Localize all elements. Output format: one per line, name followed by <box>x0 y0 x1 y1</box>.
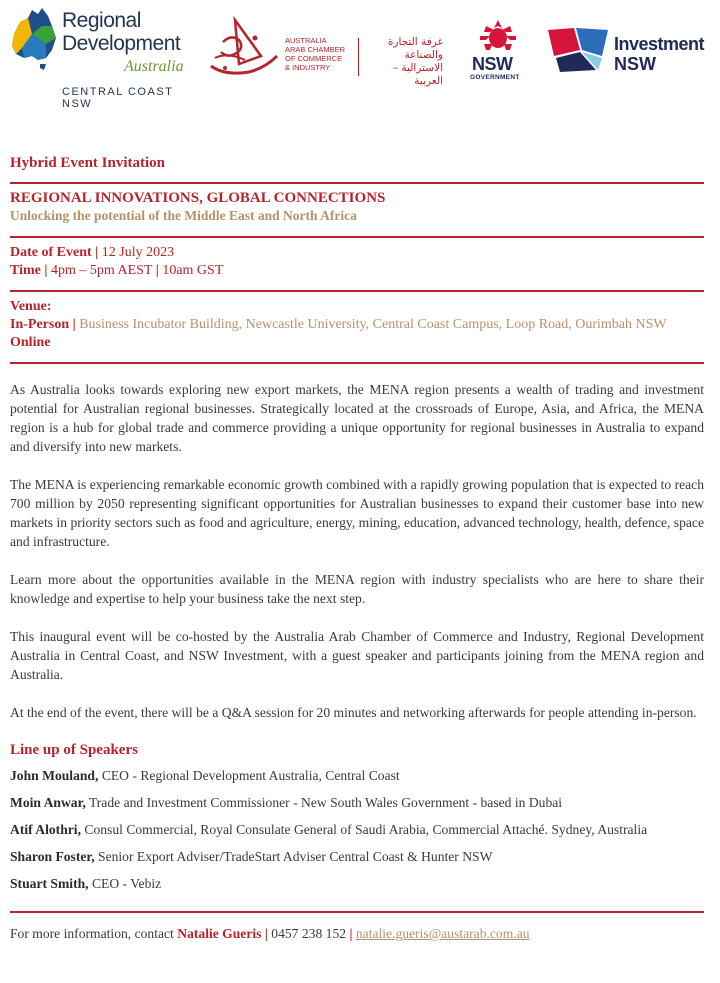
speaker-item <box>10 875 704 893</box>
divider <box>10 236 704 238</box>
aacci-ar-line: غرفة التجارة <box>387 36 443 48</box>
separator: | <box>349 926 353 941</box>
date-value: 12 July 2023 <box>101 245 175 260</box>
speaker-role: Trade and Investment Commissioner - New South Wales Government - based in Dubai <box>88 795 563 810</box>
separator: | <box>264 926 268 941</box>
time-value-aest: 4pm – 5pm AEST <box>50 263 153 278</box>
speaker-name: Moin Anwar, <box>10 795 86 810</box>
speaker-role: CEO - Vebiz <box>91 876 162 891</box>
investment-nsw-logo <box>546 26 716 76</box>
time-value-gst: 10am GST <box>162 263 224 278</box>
paragraph: This inaugural event will be co-hosted by the Australia Arab Chamber of Commerce and Industry, Regional Development Australia in Central Coast, and NSW Investment, with a guest speaker and participants joining from the MENA region and Australia. <box>10 629 704 682</box>
aacci-en-line: ARAB CHAMBER <box>285 45 346 54</box>
nsw-wordmark: NSW <box>472 54 513 74</box>
rda-region: CENTRAL COAST NSW <box>62 86 174 110</box>
speaker-item <box>10 848 704 866</box>
divider <box>10 182 704 184</box>
speaker-item <box>10 767 704 785</box>
venue-section <box>10 298 704 352</box>
invitation-content <box>10 148 704 943</box>
australia-map-icon <box>6 4 60 76</box>
nsw-government-label: GOVERNMENT <box>470 74 520 81</box>
nsw-government-logo <box>468 18 526 80</box>
aacci-divider <box>358 38 359 76</box>
aacci-en-line: AUSTRALIA <box>285 36 327 45</box>
rda-title-line2: Development <box>62 32 181 55</box>
contact-prefix: For more information, contact <box>10 926 174 941</box>
contact-email-link[interactable]: natalie.gueris@austarab.com.au <box>355 926 530 941</box>
divider <box>10 911 704 913</box>
aacci-arabic-name <box>363 36 443 88</box>
speaker-item <box>10 794 704 812</box>
aacci-ar-line: والصناعة <box>404 49 443 61</box>
waratah-icon <box>476 18 520 54</box>
paragraph: At the end of the event, there will be a Q&A session for 20 minutes and networking afterwards for people attending in-person. <box>10 705 697 720</box>
contact-phone: 0457 238 152 <box>271 926 347 941</box>
venue-address: Business Incubator Building, Newcastle University, Central Coast Campus, Loop Road, Ourimbah NSW <box>79 317 667 332</box>
aacci-en-line: & INDUSTRY <box>285 63 331 72</box>
divider <box>10 290 704 292</box>
speaker-role: Senior Export Adviser/TradeStart Adviser Central Coast & Hunter NSW <box>98 849 493 864</box>
speakers-heading: Line up of Speakers <box>10 742 138 758</box>
investment-word: Investment <box>614 34 705 54</box>
investment-flag-icon <box>546 26 612 74</box>
speaker-item <box>10 821 704 839</box>
invitation-heading: Hybrid Event Invitation <box>10 155 166 171</box>
contact-footer <box>10 925 704 943</box>
separator: | <box>95 245 99 260</box>
aacci-ar-line: الاسترالية – العربية <box>392 62 443 87</box>
aacci-en-line: OF COMMERCE <box>285 54 343 63</box>
rda-logo <box>6 2 196 110</box>
online-line <box>10 334 704 352</box>
calligraphy-ship-icon <box>205 12 283 88</box>
divider <box>10 362 704 364</box>
separator: | <box>72 317 76 332</box>
paragraph: As Australia looks towards exploring new export markets, the MENA region presents a wealth of trading and investment potential for Australian regional businesses. Strategically located at the crossroads of Europe, Asia, and Africa, the MENA region is a hub for global trade and commerce providing a unique opportunity for regional businesses in Australia to expand and diversify into new markets. <box>10 382 704 454</box>
aacci-logo <box>205 10 455 95</box>
date-line <box>10 244 704 262</box>
in-person-label: In-Person <box>10 317 70 332</box>
investment-nsw-word: NSW <box>614 54 656 74</box>
time-label: Time <box>10 263 41 278</box>
time-line <box>10 262 704 280</box>
event-title: REGIONAL INNOVATIONS, GLOBAL CONNECTIONS <box>10 190 386 206</box>
speaker-name: Stuart Smith, <box>10 876 89 891</box>
date-label: Date of Event <box>10 245 92 260</box>
venue-label: Venue: <box>10 299 52 314</box>
event-details <box>10 244 704 280</box>
online-label: Online <box>10 335 51 350</box>
speaker-role: Consul Commercial, Royal Consulate General of Saudi Arabia, Commercial Attaché. Sydney, Australia <box>84 822 648 837</box>
speaker-name: Sharon Foster, <box>10 849 95 864</box>
rda-title-line1: Regional <box>62 9 141 32</box>
paragraph: The MENA is experiencing remarkable economic growth combined with a rapidly growing population that is expected to reach 700 million by 2050 representing significant opportunities for Australian businesses to expand their customer base into new markets in priority sectors such as food and agriculture, energy, mining, education, advanced technology, health, defence, space and infrastructure. <box>10 477 704 549</box>
separator: | <box>155 263 159 278</box>
aacci-english-name <box>285 36 365 72</box>
contact-name: Natalie Gueris <box>177 926 262 941</box>
event-subtitle: Unlocking the potential of the Middle East and North Africa <box>10 208 357 223</box>
paragraph: Learn more about the opportunities available in the MENA region with industry specialists who are here to share their knowledge and expertise to help your business take the next step. <box>10 572 704 606</box>
separator: | <box>44 263 48 278</box>
venue-label-line <box>10 298 704 316</box>
rda-title-line3: Australia <box>124 58 184 75</box>
speaker-name: John Mouland, <box>10 768 99 783</box>
logo-strip <box>0 0 720 110</box>
in-person-line <box>10 316 704 334</box>
speaker-name: Atif Alothri, <box>10 822 81 837</box>
speaker-role: CEO - Regional Development Australia, Central Coast <box>101 768 400 783</box>
